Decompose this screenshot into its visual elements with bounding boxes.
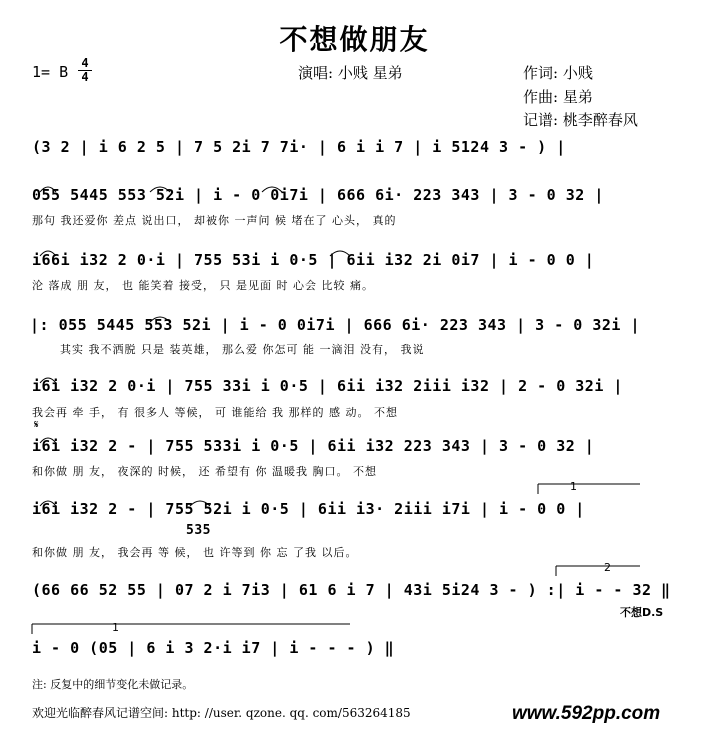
alt-notes: 535 <box>186 523 211 538</box>
slur-mark <box>330 251 350 256</box>
lyrics-row-5: 我会再 牵 手， 有 很多人 等候， 可 谁能给 我 那样的 感 动。 不想 <box>32 406 398 419</box>
footnote: 注: 反复中的细节变化未做记录。 <box>32 678 194 691</box>
slur-mark <box>262 187 282 192</box>
notation-row-8: (66 66 52 55 | 07 2 i 7i3 | 61 6 i 7 | 43i 5i24 3 - ) :| i - - 32 ‖ <box>32 581 671 599</box>
notation-row-7: i6i i32 2 - | 755 52i i 0·5 | 6ii i3· 2iii i7i | i - 0 0 | <box>32 500 585 518</box>
transcriber-credit: 记谱: 桃李醉春风 <box>523 111 638 129</box>
time-sig-top: 4 <box>81 56 89 70</box>
lyrics-row-2: 那句 我还爱你 差点 说出口， 却被你 一声问 候 堵在了 心头， 真的 <box>32 214 397 227</box>
notation-row-6: i6i i32 2 - | 755 533i i 0·5 | 6ii i32 223 343 | 3 - 0 32 | <box>32 437 595 455</box>
notation-row-4: |: 055 5445 553 52i | i - 0 0i7i | 666 6i· 223 343 | 3 - 0 32i | <box>30 316 640 334</box>
slur-mark <box>40 251 56 256</box>
singer-credit: 演唱: 小贱 星弟 <box>298 64 403 82</box>
lyrics-row-4: 其实 我不洒脱 只是 装英雄， 那么爱 你怎可 能 一滴泪 没有， 我说 <box>60 343 425 356</box>
volta-3-label: 1 <box>112 621 119 634</box>
volta-1-label: 1 <box>570 480 577 493</box>
slur-mark <box>190 501 210 506</box>
footer-link[interactable]: 欢迎光临醉春风记谱空间: http: //user. qzone. qq. com/563264185 <box>32 706 411 720</box>
slur-mark <box>150 187 170 192</box>
lyrics-row-6: 和你做 朋 友， 夜深的 时候， 还 希望有 你 温暖我 胸口。 不想 <box>32 465 377 478</box>
slur-mark <box>40 187 56 192</box>
lyricist-credit: 作词: 小贱 <box>523 64 593 82</box>
lyrics-row-7: 和你做 朋 友， 我会再 等 候， 也 许等到 你 忘 了我 以后。 <box>32 546 358 559</box>
slur-mark <box>40 438 56 443</box>
lyrics-row-3: 沦 落成 朋 友， 也 能笑着 接受， 只 是见面 时 心会 比较 痛。 <box>32 279 374 292</box>
notation-row-2: 055 5445 553 52i | i - 0 0i7i | 666 6i· 223 343 | 3 - 0 32 | <box>32 186 604 204</box>
composer-credit: 作曲: 星弟 <box>523 88 593 106</box>
notation-row-5: i6i i32 2 0·i | 755 33i i 0·5 | 6ii i32 2iii i32 | 2 - 0 32i | <box>32 377 623 395</box>
slur-mark <box>150 317 170 322</box>
site-watermark[interactable]: www.592pp.com <box>512 703 661 724</box>
volta-2-label: 2 <box>604 561 611 574</box>
ds-marking: 不想D.S <box>620 606 664 619</box>
slur-mark <box>40 501 56 506</box>
notation-row-3: i66i i32 2 0·i | 755 53i i 0·5 | 6ii i32 2i 0i7 | i - 0 0 | <box>32 251 595 269</box>
time-sig-bottom: 4 <box>81 70 89 84</box>
segno-sign: 𝄋 <box>34 418 39 431</box>
notation-row-9: i - 0 (05 | 6 i 3 2·i i7 | i - - - ) ‖ <box>32 639 395 657</box>
song-title: 不想做朋友 <box>279 23 430 56</box>
key-signature: 1= B <box>32 63 69 81</box>
slur-mark <box>40 378 56 383</box>
notation-row-1: (3 2 | i 6 2 5 | 7 5 2i 7 7i· | 6 i i 7 | i 5124 3 - ) | <box>32 138 566 156</box>
